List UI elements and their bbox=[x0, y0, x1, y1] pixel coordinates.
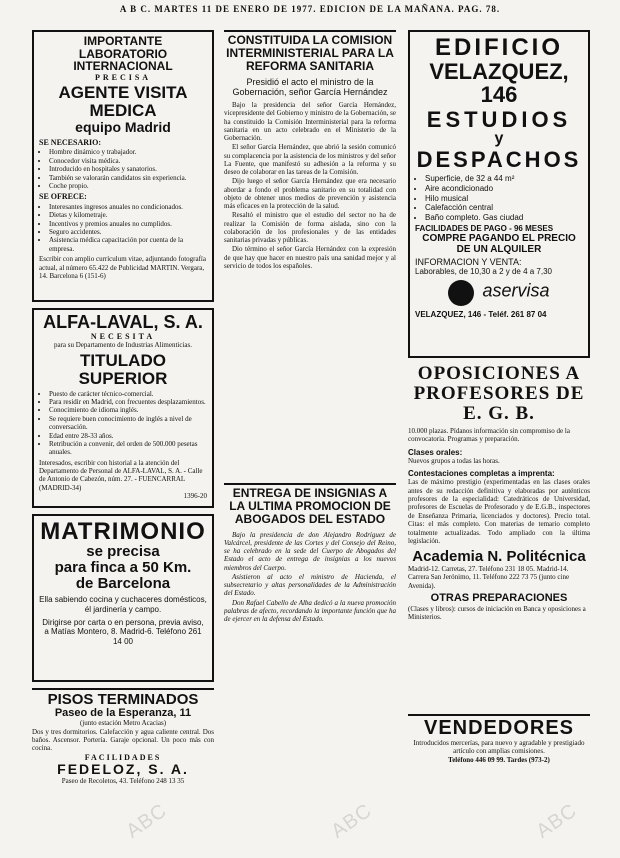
article-comision-sub: Presidió el acto el ministro de la Gobernación, señor García Hernández bbox=[232, 76, 388, 98]
ad-edificio bbox=[408, 30, 590, 358]
list-item: • Hombre dinámico y trabajador. bbox=[49, 148, 207, 156]
article-insignias-body bbox=[224, 531, 396, 624]
ad-edificio-compre: COMPRE PAGANDO EL PRECIO DE UN ALQUILER bbox=[422, 233, 576, 256]
ad-edificio-sub3: DESPACHOS bbox=[416, 147, 582, 173]
list-item: • Conocimiento de idioma inglés. bbox=[49, 406, 207, 414]
ad-pisos-near: (junto estación Metro Acacias) bbox=[79, 719, 167, 728]
list-item: • Conocedor visita médica. bbox=[49, 157, 207, 165]
ad-laboratorio-role: AGENTE VISITA MEDICA bbox=[58, 83, 188, 121]
ad-matrimonio bbox=[32, 514, 214, 682]
column-right bbox=[408, 30, 590, 808]
ad-pisos-title: PISOS TERMINADOS bbox=[47, 691, 199, 708]
column-left bbox=[32, 30, 214, 810]
paragraph: El señor García Hernández, que abrió la sesión comunicó su complacencia por la asistencia de los ministros y del señor La Fuente, que manifestó su adhesión a la reforma y su deseo de colaborar en las tareas de la Comisión. bbox=[224, 143, 396, 177]
ad-vendedores-body: Introducidos mercerías, para nuevo y agradable y prestigiado artículo con amplias comisiones. bbox=[413, 739, 585, 756]
ad-alfa-laval bbox=[32, 308, 214, 508]
ad-pisos-facil: FACILIDADES bbox=[84, 752, 162, 762]
ad-laboratorio-footer: Escribir con amplio currículum vitae, adjuntando fotografía actual, al número 65.422 de Publicidad MARTIN. Vergara, 14. Barcelona 6 (151-6) bbox=[39, 255, 206, 281]
ad-pisos-street: Paseo de la Esperanza, 11 bbox=[54, 706, 192, 719]
ad-laboratorio-req-list bbox=[39, 148, 207, 190]
ad-edificio-info: INFORMACION Y VENTA: bbox=[415, 257, 522, 268]
ad-alfa-laval-role: TITULADO SUPERIOR bbox=[78, 350, 168, 388]
ad-edificio-footer: VELAZQUEZ, 146 - Teléf. 261 87 04 bbox=[415, 310, 547, 320]
ad-oposiciones-h1: Clases orales: bbox=[408, 447, 463, 457]
ad-edificio-features bbox=[415, 174, 583, 222]
ad-edificio-logo bbox=[415, 280, 583, 306]
list-item: • Se requiere buen conocimiento de inglés a nivel de conversación. bbox=[49, 415, 207, 432]
ad-pisos-body: Dos y tres dormitorios. Calefacción y agua caliente central. Dos baños. Ascensor. Portería. Garaje opcional. Un poco más con cocina. bbox=[32, 727, 214, 753]
ad-matrimonio-line3: de Barcelona bbox=[75, 574, 171, 592]
ad-matrimonio-title: MATRIMONIO bbox=[40, 518, 206, 545]
list-item: • Edad entre 28-33 años. bbox=[49, 432, 207, 440]
paragraph: Dio término el señor García Hernández con la expresión de que hay que hacer en nuestro país una sanidad mejor y al servicio de todos los españoles. bbox=[224, 245, 396, 270]
column-middle bbox=[224, 30, 396, 813]
aservisa-logo-icon bbox=[448, 280, 474, 306]
ad-alfa-laval-footer: Interesados, escribir con historial a la atención del Departamento de Personal de ALFA-LAVAL, S. A. - Calle de Antonio de Cabezón, núm. 27. - FUENCARRAL (MADRID-34) bbox=[39, 458, 203, 492]
paragraph: Dijo luego el señor García Hernández que era necesario abordar a fondo el problema sanitario en su totalidad con objeto de obtener unos medios de prevención y asistencia más eficaces en la protección de la salud. bbox=[224, 177, 396, 211]
ad-laboratorio-precisa: PRECISA bbox=[94, 72, 152, 82]
list-item: • Aire acondicionado bbox=[425, 184, 583, 194]
list-item: • Introducido en hospitales y sanatorios. bbox=[49, 165, 207, 173]
ad-oposiciones-intro: 10.000 plazas. Pídanos información sin compromiso de la convocatoria. Programas y preparación. bbox=[408, 426, 570, 444]
list-item: • Interesantes ingresos anuales no condicionados. bbox=[49, 203, 207, 211]
paragraph: Resaltó el ministro que el estudio del sector no ha de realizar la Comisión de forma aislada, sino con la colaboración de los profesionales y de las entidades sanitarias privadas y públicas. bbox=[224, 211, 396, 245]
article-insignias-headline: ENTREGA DE INSIGNIAS A LA ULTIMA PROMOCION DE ABOGADOS DEL ESTADO bbox=[224, 483, 396, 527]
ad-alfa-laval-list bbox=[39, 390, 207, 457]
paragraph: Don Rafael Cabello de Alba dedicó a la nueva promoción palabras de afecto, recordando la importante función que ha de ejercer en la defensa del Estado. bbox=[224, 598, 396, 624]
list-item: • Superficie, de 32 a 44 m² bbox=[425, 174, 583, 184]
article-insignias bbox=[224, 483, 396, 813]
list-item: • Hilo musical bbox=[425, 194, 583, 204]
ad-pisos bbox=[32, 688, 214, 810]
list-item: • Dietas y kilometraje. bbox=[49, 211, 207, 219]
ad-alfa-laval-necesita: NECESITA bbox=[90, 331, 156, 341]
ad-matrimonio-footer: Dirigirse por carta o en persona, previa aviso, a Matías Montero, 8. Madrid-6. Teléfono 261 14 00 bbox=[42, 617, 204, 646]
ad-vendedores-footer: Teléfono 446 09 99. Tardes (973-2) bbox=[448, 755, 550, 764]
list-item: • Calefacción central bbox=[425, 203, 583, 213]
list-item: • Coche propio. bbox=[49, 182, 207, 190]
paragraph: Bajo la presidencia de don Alejandro Rodríguez de Valcárcel, presidente de las Cortes y del Consejo del Reino, se ha celebrado en la sede del Cuerpo de Abogados del Estado el acto de entrega de insignias a los nuevos miembros del Cuerpo. bbox=[224, 530, 396, 572]
ad-matrimonio-body: Ella sabiendo cocina y cuchaceres domésticos, él jardinería y campo. bbox=[39, 595, 207, 615]
watermark: ABC bbox=[532, 799, 582, 843]
ad-edificio-facil: FACILIDADES DE PAGO - 96 MESES bbox=[415, 224, 554, 234]
ad-oposiciones-addr: Madrid-12. Carretas, 27. Teléfono 231 18 05. Madrid-14. Carrera San Jerónimo, 11. Teléfono 222 73 75 (junto cine Avenida). bbox=[408, 565, 570, 590]
ad-matrimonio-line2: para finca a 50 Km. bbox=[54, 558, 192, 576]
article-comision bbox=[224, 30, 396, 475]
paragraph: Asistieron al acto el ministro de Hacienda, el subsecretario y altas personalidades de la Administración del Estado. bbox=[224, 572, 396, 598]
ad-pisos-company: FEDELOZ, S. A. bbox=[57, 761, 189, 778]
ad-oposiciones-title: OPOSICIONES A PROFESORES DE E. G. B. bbox=[413, 364, 585, 424]
ad-edificio-title: EDIFICIO bbox=[434, 34, 563, 61]
article-comision-body bbox=[224, 101, 396, 270]
list-item: • Incentivos y premios anuales no cumplidos. bbox=[49, 220, 207, 228]
ad-oposiciones-t2: Las de máximo prestigio (experimentadas en las clases orales antes de su redacción definitiva y elaboradas por auténticos profesores de la especialidad: Catedráticos de Universidad, profesores de Escuelas de Profesorado y de E.G.B., inspectores de Enseñanza Primaria, licenciados y doctores). Precio total. Citas: el más completo. Con materias de temario completo totalmente actualizadas. Todo ampliado con la última legislación. bbox=[408, 478, 590, 545]
masthead: A B C. MARTES 11 DE ENERO DE 1977. EDICION DE LA MAÑANA. PAG. 78. bbox=[119, 4, 501, 14]
ad-alfa-laval-title: ALFA-LAVAL, S. A. bbox=[43, 312, 203, 332]
ad-oposiciones-academia: Academia N. Politécnica bbox=[412, 548, 586, 566]
ad-oposiciones-otras: OTRAS PREPARACIONES bbox=[430, 592, 568, 605]
ad-edificio-sub1: ESTUDIOS bbox=[426, 107, 572, 133]
ad-oposiciones-t1: Nuevos grupos a todas las horas. bbox=[408, 457, 500, 466]
ad-laboratorio-offer-list bbox=[39, 203, 207, 253]
ad-edificio-title2: VELAZQUEZ, 146 bbox=[429, 59, 569, 108]
list-item: • También se valorarán candidatos sin experiencia. bbox=[49, 174, 207, 182]
watermark: ABC bbox=[122, 799, 172, 843]
ad-oposiciones-otras-text: (Clases y libros): cursos de iniciación en Banca y oposiciones a Ministerios. bbox=[408, 604, 586, 622]
list-item: • Retribución a convenir, del orden de 500.000 pesetas anuales. bbox=[49, 440, 207, 457]
ad-laboratorio-title: IMPORTANTE LABORATORIO INTERNACIONAL bbox=[73, 34, 173, 74]
article-comision-headline: CONSTITUIDA LA COMISION INTERMINISTERIAL PARA LA REFORMA SANITARIA bbox=[224, 30, 396, 74]
list-item: • Seguro accidentes. bbox=[49, 228, 207, 236]
ad-oposiciones bbox=[408, 364, 590, 714]
paragraph: Bajo la presidencia del señor García Hernández, vicepresidente del Gobierno y ministro de la Gobernación, se ha constituido la Comisión Interministerial para la reforma sanitaria en un acto celebrado en el Ministerio de la Gobernación. bbox=[224, 101, 396, 143]
ad-laboratorio-team: equipo Madrid bbox=[75, 119, 171, 136]
list-item: • Para residir en Madrid, con frecuentes desplazamientos. bbox=[49, 398, 207, 406]
ad-laboratorio bbox=[32, 30, 214, 302]
ad-alfa-laval-code: 1396-20 bbox=[183, 492, 207, 501]
ad-edificio-brand: aservisa bbox=[482, 281, 550, 301]
list-item: • Puesto de carácter técnico-comercial. bbox=[49, 390, 207, 398]
ad-vendedores-title: VENDEDORES bbox=[423, 717, 575, 739]
list-item: • Baño completo. Gas ciudad bbox=[425, 213, 583, 223]
ad-vendedores bbox=[408, 714, 590, 808]
ad-laboratorio-req-head: SE NECESARIO: bbox=[39, 137, 102, 147]
ad-pisos-footer: Paseo de Recoletos, 43. Teléfono 248 13 35 bbox=[61, 777, 185, 786]
ad-edificio-hours: Laborables, de 10,30 a 2 y de 4 a 7,30 bbox=[415, 267, 552, 277]
ad-oposiciones-h2: Contestaciones completas a imprenta: bbox=[408, 468, 555, 478]
list-item: • Asistencia médica capacitación por cuenta de la empresa. bbox=[49, 236, 207, 253]
ad-alfa-laval-dept: para su Departamento de Industrias Alimenticias. bbox=[53, 341, 192, 350]
ad-matrimonio-line1: se precisa bbox=[86, 543, 160, 561]
ad-edificio-sub2: y bbox=[494, 130, 504, 148]
watermark: ABC bbox=[327, 799, 377, 843]
ad-laboratorio-offer-head: SE OFRECE: bbox=[39, 192, 87, 202]
